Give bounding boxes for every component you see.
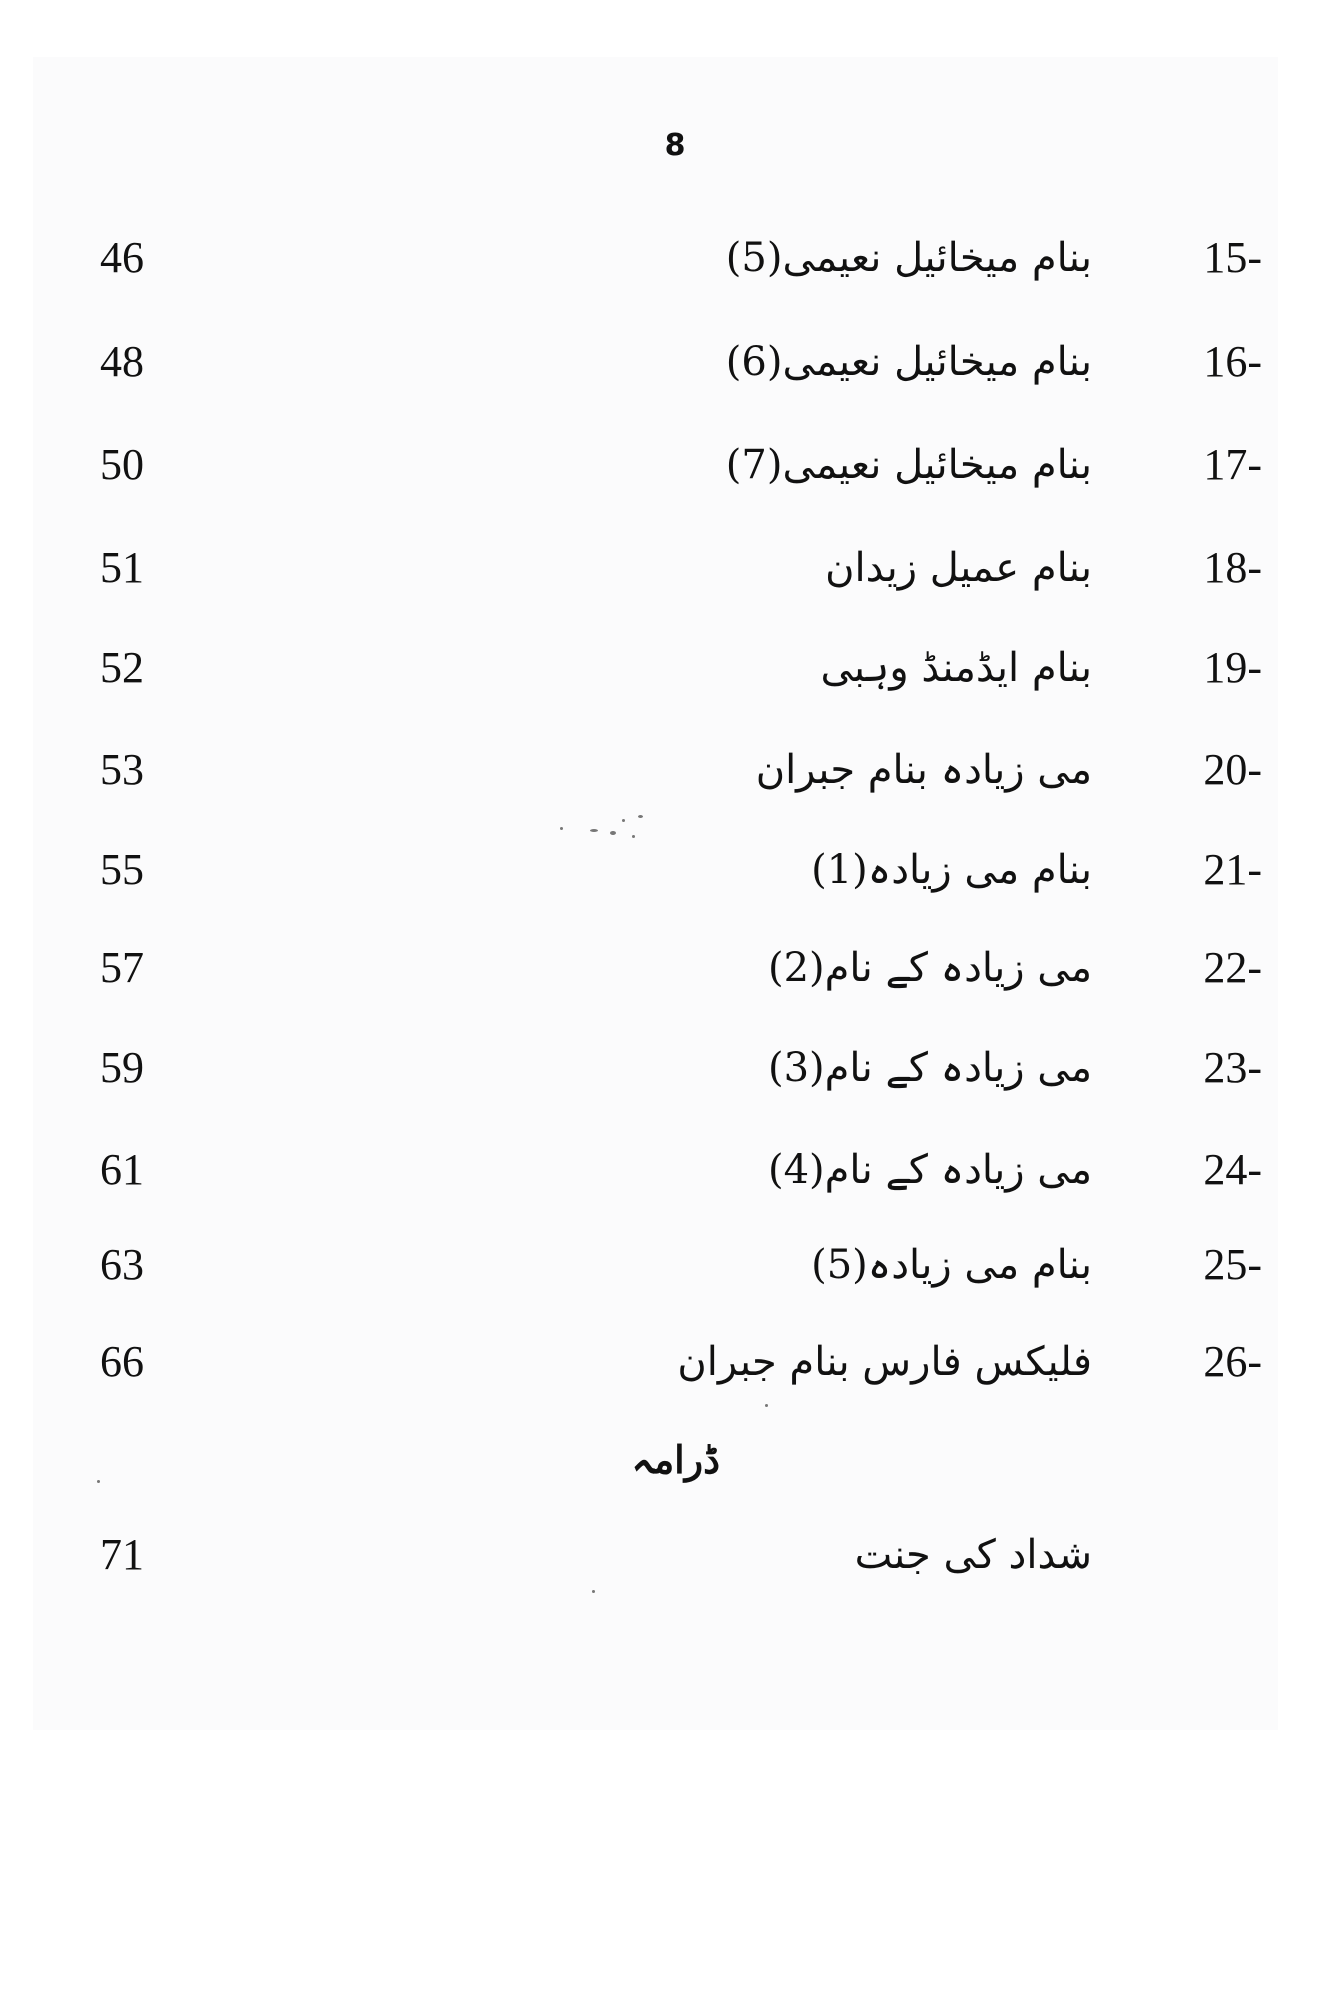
scan-speck bbox=[765, 1404, 768, 1407]
toc-serial: 16- bbox=[1203, 337, 1262, 386]
toc-entry bbox=[0, 1520, 1342, 1590]
toc-page-number: 66 bbox=[100, 1337, 144, 1386]
toc-serial: 24- bbox=[1203, 1145, 1262, 1194]
toc-page-number: 51 bbox=[100, 543, 144, 592]
toc-serial: 20- bbox=[1203, 745, 1262, 794]
scan-smudge bbox=[550, 805, 650, 845]
toc-page-number: 50 bbox=[100, 440, 144, 489]
toc-serial: 18- bbox=[1203, 543, 1262, 592]
toc-title: می زیادہ بنام جبران bbox=[755, 747, 1092, 793]
toc-serial: 21- bbox=[1203, 845, 1262, 894]
toc-page-number: 48 bbox=[100, 337, 144, 386]
toc-serial: 26- bbox=[1203, 1337, 1262, 1386]
toc-entry bbox=[0, 533, 1342, 603]
toc-page-number: 59 bbox=[100, 1043, 144, 1092]
toc-serial: 22- bbox=[1203, 943, 1262, 992]
toc-title: بنام میخائیل نعیمی(5) bbox=[725, 235, 1092, 281]
scan-speck bbox=[592, 1590, 595, 1593]
toc-entry bbox=[0, 933, 1342, 1003]
toc-entry bbox=[0, 1135, 1342, 1205]
toc-title: بنام می زیادہ(1) bbox=[811, 847, 1092, 893]
toc-entry bbox=[0, 633, 1342, 703]
toc-page-number: 61 bbox=[100, 1145, 144, 1194]
section-heading-drama: ڈرامہ bbox=[631, 1437, 720, 1482]
toc-entry bbox=[0, 1327, 1342, 1397]
scan-speck bbox=[97, 1480, 100, 1483]
toc-serial: 15- bbox=[1203, 233, 1262, 282]
toc-title: بنام می زیادہ(5) bbox=[811, 1242, 1092, 1288]
toc-entry bbox=[0, 223, 1342, 293]
toc-serial: 25- bbox=[1203, 1240, 1262, 1289]
toc-serial: 23- bbox=[1203, 1043, 1262, 1092]
toc-title: بنام ایڈمنڈ وہبی bbox=[820, 645, 1092, 691]
toc-page-number: 55 bbox=[100, 845, 144, 894]
toc-entry bbox=[0, 1230, 1342, 1300]
toc-page-number: 53 bbox=[100, 745, 144, 794]
page-number: 8 bbox=[664, 128, 686, 163]
toc-serial: 17- bbox=[1203, 440, 1262, 489]
toc-page-number: 63 bbox=[100, 1240, 144, 1289]
toc-title: فلیکس فارس بنام جبران bbox=[677, 1339, 1092, 1385]
toc-title: بنام میخائیل نعیمی(6) bbox=[725, 339, 1092, 385]
toc-entry bbox=[0, 735, 1342, 805]
toc-title: می زیادہ کے نام(3) bbox=[767, 1045, 1092, 1091]
toc-entry bbox=[0, 1033, 1342, 1103]
toc-entry bbox=[0, 430, 1342, 500]
toc-page-number: 46 bbox=[100, 233, 144, 282]
toc-entry bbox=[0, 835, 1342, 905]
toc-title: بنام عمیل زیدان bbox=[825, 545, 1092, 591]
toc-page-number: 71 bbox=[100, 1530, 144, 1579]
toc-serial: 19- bbox=[1203, 643, 1262, 692]
toc-title: می زیادہ کے نام(4) bbox=[767, 1147, 1092, 1193]
toc-page-number: 52 bbox=[100, 643, 144, 692]
toc-title: شداد کی جنت bbox=[854, 1532, 1092, 1578]
toc-page-number: 57 bbox=[100, 943, 144, 992]
toc-title: می زیادہ کے نام(2) bbox=[767, 945, 1092, 991]
toc-title: بنام میخائیل نعیمی(7) bbox=[725, 442, 1092, 488]
toc-entry bbox=[0, 327, 1342, 397]
